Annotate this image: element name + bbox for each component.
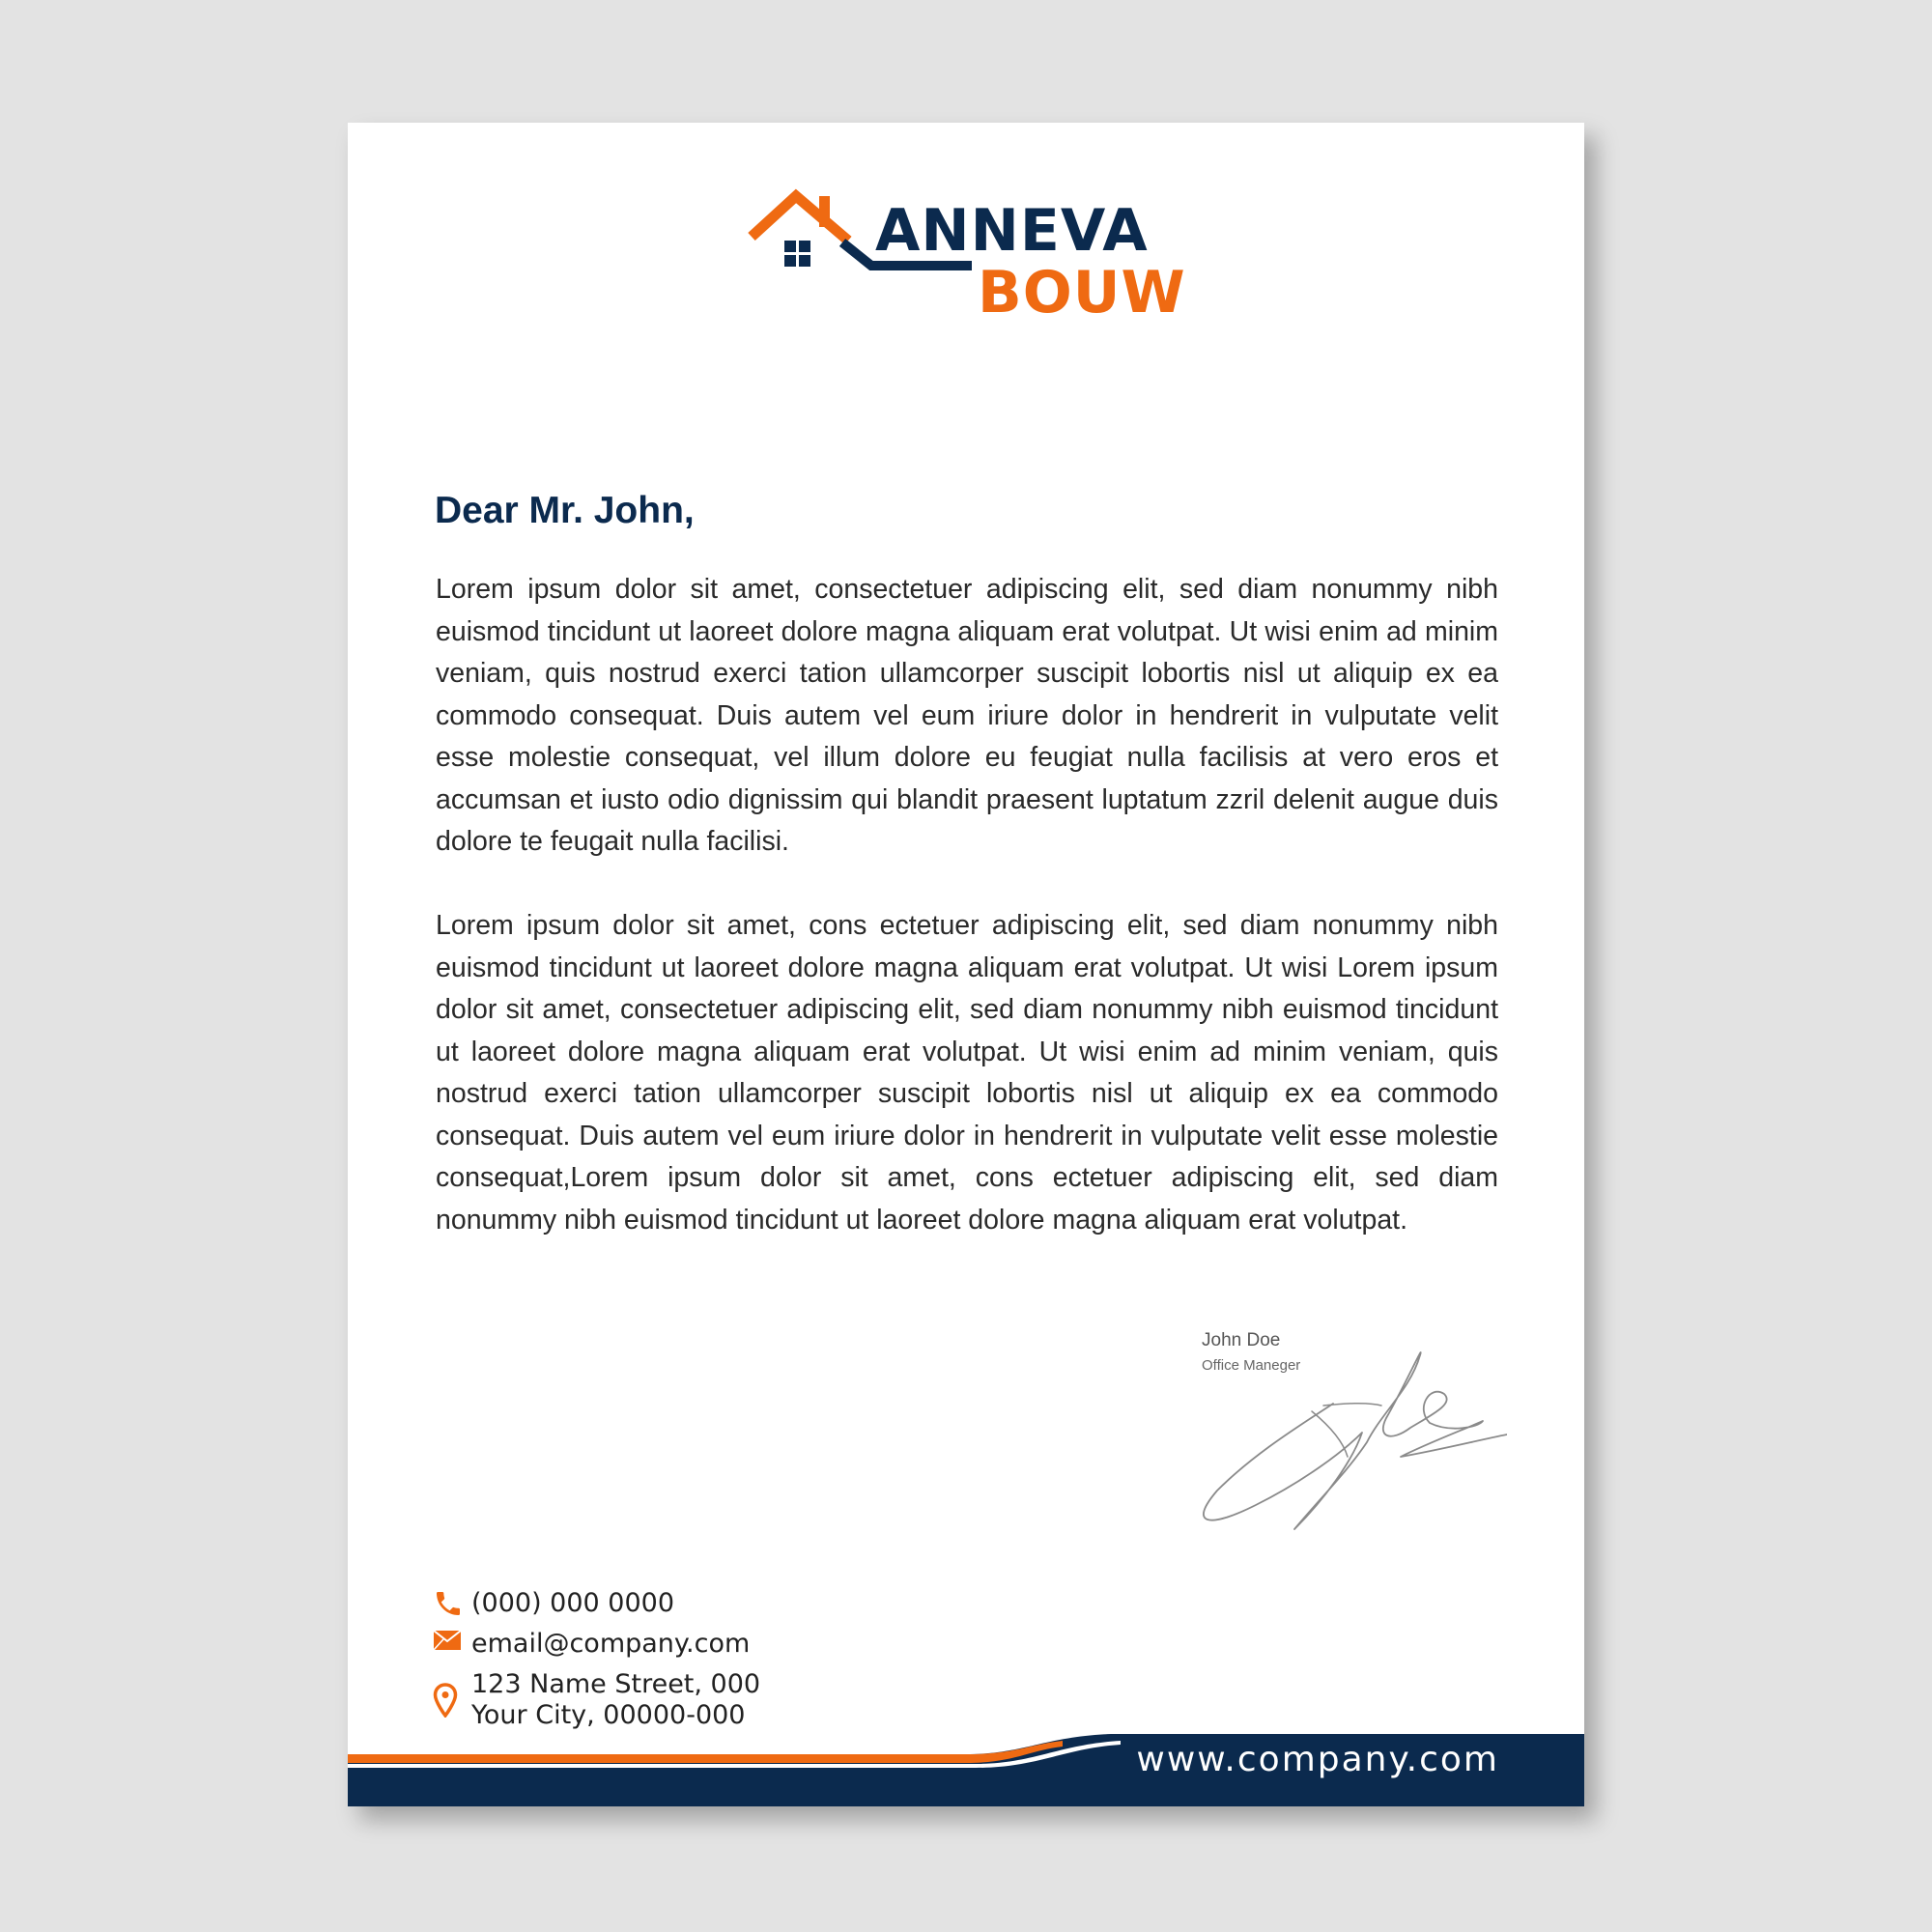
envelope-icon bbox=[433, 1629, 471, 1652]
phone-icon bbox=[433, 1588, 471, 1619]
company-website: www.company.com bbox=[1136, 1740, 1499, 1779]
contact-info bbox=[433, 1588, 838, 1731]
letterhead-page bbox=[348, 123, 1584, 1806]
company-logo bbox=[748, 185, 1186, 349]
letter-greeting: Dear Mr. John, bbox=[435, 490, 695, 531]
signer-name: John Doe bbox=[1202, 1330, 1281, 1350]
handwritten-signature bbox=[1188, 1336, 1507, 1539]
contact-address bbox=[433, 1669, 838, 1731]
signer-title: Office Maneger bbox=[1202, 1357, 1301, 1374]
address-line-1: 123 Name Street, 000 bbox=[471, 1669, 761, 1699]
contact-phone bbox=[433, 1588, 838, 1629]
signature-block bbox=[1202, 1330, 1520, 1538]
letter-body bbox=[436, 569, 1498, 1241]
address-line-2: Your City, 00000-000 bbox=[471, 1700, 746, 1730]
location-pin-icon bbox=[433, 1669, 471, 1718]
logo-text-bouw: BOUW bbox=[978, 259, 1186, 327]
phone-number: (000) 000 0000 bbox=[471, 1588, 675, 1618]
logo-text-anneva: ANNEVA bbox=[875, 197, 1149, 265]
letter-paragraph-1: Lorem ipsum dolor sit amet, consectetuer adipiscing elit, sed diam nonummy nibh euismod tincidunt ut laoreet dolore magna aliquam erat volutpat. Ut wisi enim ad minim veniam, quis nostrud exerci tation ullamcorper suscipit lobortis nisl ut aliquip ex ea commodo consequat. Duis autem vel eum iriure dolor in hendrerit in vulputate velit esse molestie consequat, vel illum dolore eu feugiat nulla facilisis at vero eros et accumsan et iusto odio dignissim qui blandit praesent luptatum zzril delenit augue duis dolore te feugait nulla facilisi. bbox=[436, 574, 1498, 857]
contact-email bbox=[433, 1629, 838, 1669]
email-address: email@company.com bbox=[471, 1629, 751, 1659]
letter-paragraph-2: Lorem ipsum dolor sit amet, cons ectetuer adipiscing elit, sed diam nonummy nibh euismod tincidunt ut laoreet dolore magna aliquam erat volutpat. Ut wisi Lorem ipsum dolor sit amet, consectetuer adipiscing elit, sed diam nonummy nibh euismod tincidunt ut laoreet dolore magna aliquam erat volutpat. Ut wisi enim ad minim veniam, quis nostrud exerci tation ullamcorper suscipit lobortis nisl ut aliquip ex ea commodo consequat. Duis autem vel eum iriure dolor in hendrerit in vulputate velit esse molestie consequat,Lorem ipsum dolor sit amet, cons ectetuer adipiscing elit, sed diam nonummy nibh euismod tincidunt ut laoreet dolore magna aliquam erat volutpat. bbox=[436, 910, 1498, 1236]
